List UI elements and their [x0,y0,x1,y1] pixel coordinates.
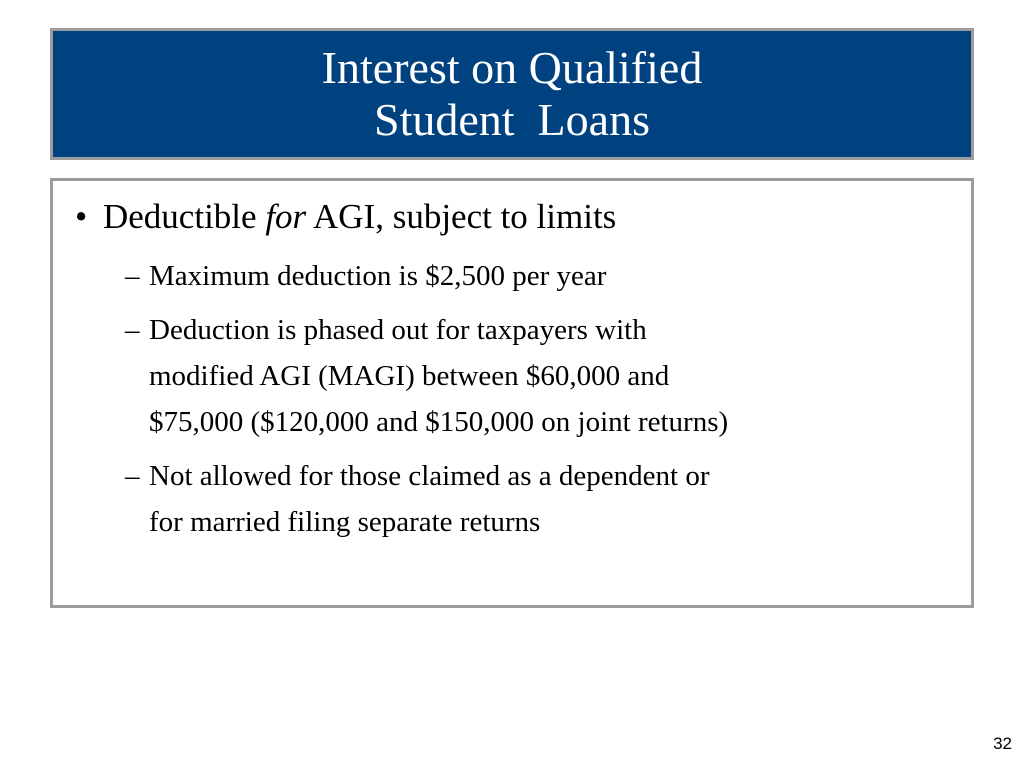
page-number: 32 [993,734,1012,753]
sub-bullet-list [125,253,955,553]
title-line-1: Interest on Qualified [321,42,703,93]
sub-bullet-line: $75,000 ($120,000 and $150,000 on joint returns) [149,406,729,438]
title-line-2: Student Loans [374,94,650,145]
title-box [50,28,974,160]
dash-icon: – [125,260,140,292]
dash-icon: – [125,460,140,492]
sub-bullet-line: modified AGI (MAGI) between $60,000 and [149,360,670,392]
sub-bullet-line: Deduction is phased out for taxpayers with [149,314,647,346]
sub-bullet-line: Maximum deduction is $2,500 per year [149,260,607,292]
sub-bullet-item [125,253,955,299]
sub-bullet-line: for married filing separate returns [149,506,541,538]
main-bullet-italic: for [265,197,307,236]
dash-icon: – [125,314,140,346]
main-bullet-suffix: AGI, subject to limits [306,197,617,236]
sub-bullet-item [125,307,955,445]
main-bullet [75,195,616,239]
main-bullet-prefix: Deductible [103,197,266,236]
bullet-icon: • [75,197,88,236]
content-box [50,178,974,608]
sub-bullet-item [125,453,955,545]
sub-bullet-line: Not allowed for those claimed as a dependent or [149,460,710,492]
